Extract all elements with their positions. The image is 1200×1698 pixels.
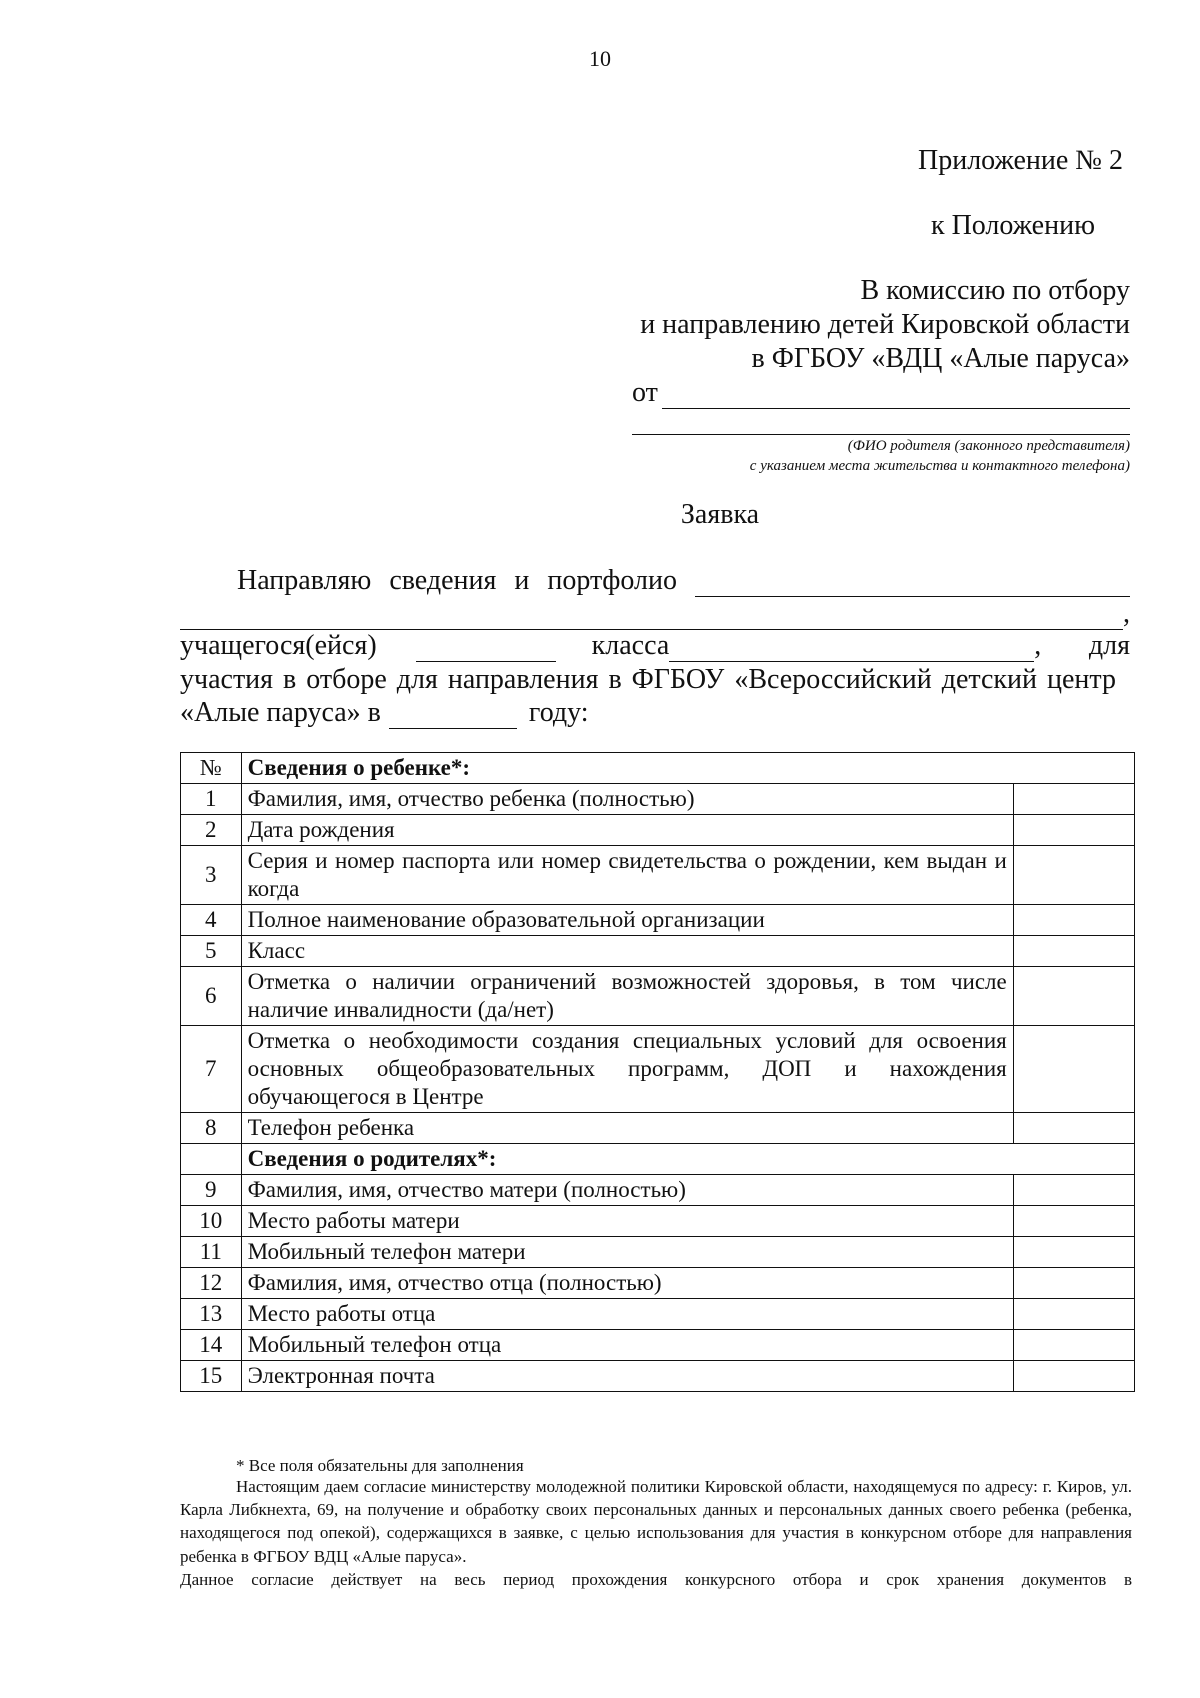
row-value-cell[interactable]: [1013, 1268, 1134, 1299]
grade-comma: ,: [1034, 630, 1042, 661]
row-value-cell[interactable]: [1013, 846, 1134, 905]
row-number: 9: [181, 1175, 242, 1206]
child-info-table: [180, 752, 1135, 1392]
row-label: Место работы матери: [241, 1206, 1013, 1237]
row-label: Мобильный телефон отца: [241, 1330, 1013, 1361]
row-value-cell[interactable]: [1013, 936, 1134, 967]
intro-line-3: [180, 630, 1130, 662]
row-value-cell[interactable]: [1013, 1330, 1134, 1361]
year-label: году:: [528, 697, 589, 728]
row-number: 11: [181, 1237, 242, 1268]
consent-paragraph: Настоящим даем согласие министерству молодежной политики Кировской области, находящемуся по адресу: г. Киров, ул. Карла Либкнехта, 69, на получение и обработку своих персональных данных и персональных данных своего ребенка (ребенка, находящегося под опекой), содержащихся в заявке, с целью использования для участия в конкурсном отборе для направления ребенка в ФГБОУ ВДЦ «Алые паруса».: [180, 1477, 1132, 1566]
table-row: [181, 1237, 1135, 1268]
for-label: для: [1088, 630, 1130, 661]
intro-text-5: «Алые паруса» в: [180, 697, 381, 728]
intro-line-5: [180, 697, 1130, 729]
row-number: 6: [181, 967, 242, 1026]
row-value-cell[interactable]: [1013, 1113, 1134, 1144]
from-label: от: [632, 377, 658, 408]
row-number: 8: [181, 1113, 242, 1144]
from-fill-line-2[interactable]: [632, 434, 1130, 435]
consent-last-line: Данное согласие действует на весь период прохождения конкурсного отбора и срок хранения документов в: [180, 1569, 1132, 1589]
document-title: Заявка: [680, 499, 760, 530]
row-label: Дата рождения: [241, 815, 1013, 846]
table-row: [181, 905, 1135, 936]
table-row: [181, 1175, 1135, 1206]
row-value-cell[interactable]: [1013, 1026, 1134, 1113]
table-row: [181, 1299, 1135, 1330]
table-row: [181, 1361, 1135, 1392]
row-value-cell[interactable]: [1013, 1299, 1134, 1330]
child-section-header: Сведения о ребенке*:: [241, 753, 1134, 784]
intro-line-1: [180, 565, 1130, 597]
year-fill-line[interactable]: [389, 708, 517, 729]
row-number: 1: [181, 784, 242, 815]
table-row: [181, 936, 1135, 967]
addressee-line-1: В комиссию по отбору: [860, 275, 1130, 306]
row-value-cell[interactable]: [1013, 1361, 1134, 1392]
from-hint-line-1: (ФИО родителя (законного представителя): [847, 438, 1130, 454]
addressee-line-3: в ФГБОУ «ВДЦ «Алые паруса»: [751, 343, 1130, 374]
intro-line-2: [180, 598, 1130, 630]
row-value-cell[interactable]: [1013, 815, 1134, 846]
grade-fill-line[interactable]: [669, 641, 1034, 662]
from-fill-line[interactable]: [662, 384, 1130, 409]
row-label: Полное наименование образовательной организации: [241, 905, 1013, 936]
table-row: [181, 1113, 1135, 1144]
page-number: 10: [589, 46, 611, 71]
row-number: 15: [181, 1361, 242, 1392]
row-number-empty: [181, 1144, 242, 1175]
intro-line-4: участия в отборе для направления в ФГБОУ «Всероссийский детский центр: [180, 664, 1116, 695]
intro-comma: ,: [1123, 598, 1130, 629]
footnote: * Все поля обязательны для заполнения: [236, 1456, 524, 1475]
name-fill-line[interactable]: [180, 611, 1123, 630]
row-label: Фамилия, имя, отчество матери (полностью): [241, 1175, 1013, 1206]
row-number: 14: [181, 1330, 242, 1361]
intro-text-1: Направляю сведения и портфолио: [237, 565, 677, 596]
parents-section-header: Сведения о родителях*:: [241, 1144, 1134, 1175]
row-value-cell[interactable]: [1013, 967, 1134, 1026]
row-label: Телефон ребенка: [241, 1113, 1013, 1144]
table-header-row: [181, 753, 1135, 784]
table-row: [181, 784, 1135, 815]
row-label: Электронная почта: [241, 1361, 1013, 1392]
table-row: [181, 846, 1135, 905]
row-number: 10: [181, 1206, 242, 1237]
row-value-cell[interactable]: [1013, 1206, 1134, 1237]
consent-text: [180, 1475, 1132, 1591]
row-label: Отметка о необходимости создания специальных условий для освоения основных общеобразовательных программ, ДОП и нахождения обучающегося в Центре: [241, 1026, 1013, 1113]
row-label: Фамилия, имя, отчество ребенка (полностью): [241, 784, 1013, 815]
student-label: учащегося(ейся): [180, 630, 377, 661]
portfolio-fill-line[interactable]: [695, 572, 1130, 597]
num-header: №: [181, 753, 242, 784]
row-label: Серия и номер паспорта или номер свидетельства о рождении, кем выдан и когда: [241, 846, 1013, 905]
row-value-cell[interactable]: [1013, 1175, 1134, 1206]
table-row: [181, 815, 1135, 846]
from-row: [632, 377, 1130, 409]
row-number: 4: [181, 905, 242, 936]
row-number: 2: [181, 815, 242, 846]
table-row: [181, 1268, 1135, 1299]
row-value-cell[interactable]: [1013, 784, 1134, 815]
parents-section-row: [181, 1144, 1135, 1175]
row-number: 12: [181, 1268, 242, 1299]
row-label: Мобильный телефон матери: [241, 1237, 1013, 1268]
row-label: Класс: [241, 936, 1013, 967]
row-value-cell[interactable]: [1013, 905, 1134, 936]
row-label: Место работы отца: [241, 1299, 1013, 1330]
school-fill-line[interactable]: [416, 641, 556, 662]
row-label: Фамилия, имя, отчество отца (полностью): [241, 1268, 1013, 1299]
table-row: [181, 1330, 1135, 1361]
from-hint-line-2: с указанием места жительства и контактного телефона): [749, 458, 1130, 474]
table-row: [181, 967, 1135, 1026]
appendix-label: Приложение № 2: [918, 145, 1123, 176]
regulation-label: к Положению: [930, 210, 1095, 241]
row-number: 3: [181, 846, 242, 905]
row-label: Отметка о наличии ограничений возможностей здоровья, в том числе наличие инвалидности (да/нет): [241, 967, 1013, 1026]
row-number: 7: [181, 1026, 242, 1113]
addressee-line-2: и направлению детей Кировской области: [640, 309, 1130, 340]
row-number: 13: [181, 1299, 242, 1330]
table-row: [181, 1026, 1135, 1113]
row-value-cell[interactable]: [1013, 1237, 1134, 1268]
row-number: 5: [181, 936, 242, 967]
grade-label: класса: [591, 630, 670, 661]
table-row: [181, 1206, 1135, 1237]
